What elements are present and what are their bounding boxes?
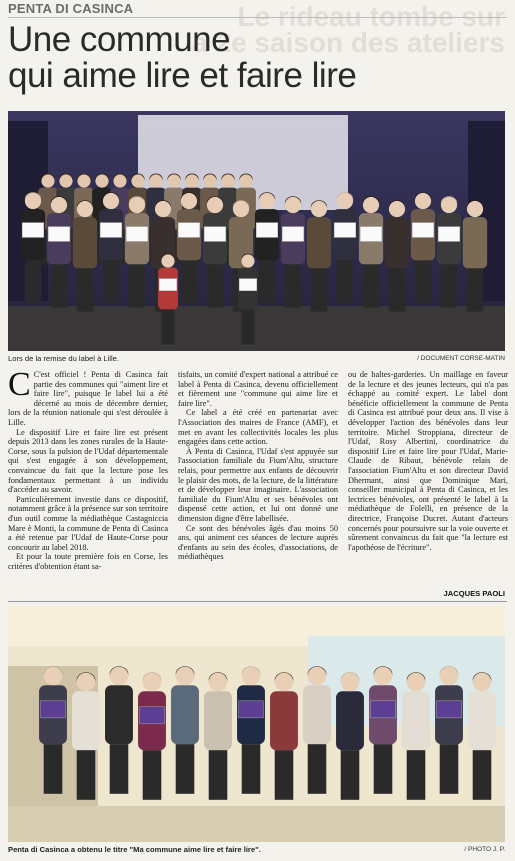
paragraph: Et pour la toute première fois en Corse, les critères d'obtention étant sa- [8,552,168,571]
label-certificate [140,707,165,724]
label-certificate [438,227,460,242]
label-certificate [282,227,304,242]
drop-cap: C [8,366,31,403]
paragraph: Particulièrement investie dans ce dispositif, notamment grâce à la présence sur son territoire d'un outil comme la médiathèque Castagniccia Mare è Monti, la commune de Penta di Casinca a été retenue par l'Udaf de Haute-Corse pour concourir au label 2018. [8,494,168,552]
paragraph: ou de haltes-garderies. Un maillage en faveur de la lecture et des jeunes lecteurs, qui n'a pas échappé au comité expert. Le label dont bénéficie officiellement la commune de Penta di Casinca est attribué pour deux ans. Il vise à développer l'action des bénévoles dans leur territoire. Michel Stroppiana, directeur de l'Udaf, Rosy Albertini, coordinatrice du dispositif Lire et faire lire pour l'Udaf, Marie-Claude de Ribaut, bénévole relais de l'association Fium'Altu et son directeur David Dhermant, ainsi que Dominique Mari, conseiller municipal à Penta di Casinca, et les lectrices bénévoles, ont présenté le label à la médiathèque de Folelli, en présence de la directrice, Françoise Ducret. Autant d'acteurs concernés pour poursuivre sur la voie ouverte et sûrement convaincus du fait que "la lecture est l'apothéose de l'écriture". [348,370,508,552]
label-certificate [239,701,264,718]
label-certificate [334,223,356,238]
article-headline [8,22,508,94]
photo2-caption: Penta di Casinca a obtenu le titre "Ma commune aime lire et faire lire". [8,845,261,854]
award-ceremony-illustration [8,111,505,351]
paragraph: Ce label a été créé en partenariat avec l'Association des maires de France (AMF), et met en avant les collectivités locales les plus engagées dans cette action. [178,408,338,447]
label-certificate [256,223,278,238]
headline-line-2: qui aime lire et faire lire [8,56,357,95]
paragraph: À Penta di Casinca, l'Udaf s'est appuyée sur l'association familiale du Fium'Altu, structure relais, pour permettre aux enfants de découvrir le plaisir des mots, de la lecture, de la littérature et de développer leur imaginaire. L'association familiale du Fium'Altu et ses bénévoles ont dispensé cette action, et lui ont donné une dimension digne d'être labellisée. [178,446,338,523]
paragraph-text: C'est officiel ! Penta di Casinca fait partie des communes qui "aiment lire et faire lire", puisque le label lui a été décerné au mois de décembre dernier, lors de la réunion nationale qui s'est déroulée à Lille. [8,370,168,427]
label-certificate [22,223,44,238]
mediatheque-illustration [8,606,505,842]
label-certificate [41,701,66,718]
label-certificate [412,223,434,238]
photo1-credit: / DOCUMENT CORSE-MATIN [417,355,505,362]
headline-line-1: Une commune [8,20,231,59]
award-ceremony-photo [8,111,505,351]
label-certificate [126,227,148,242]
article-column-3 [348,370,508,552]
paragraph: tisfaits, un comité d'expert national a attribué ce label à Penta di Casinca, devenu officiellement et fièrement une "commune qui aime lire et faire lire". [178,370,338,408]
author-signature: JACQUES PAOLI [443,589,505,598]
article-column-1 [8,366,168,571]
article-body [8,366,508,598]
mid-divider [8,601,507,602]
label-certificate [178,223,200,238]
label-certificate [437,701,462,718]
label-certificate [159,279,177,291]
article-column-2 [178,370,338,562]
label-certificate [48,227,70,242]
mediatheque-group-photo [8,606,505,842]
photo1-caption: Lors de la remise du label à Lille. [8,354,120,363]
bleed-through-headline: Le rideau tombe sur la 2e saison des ateliers [184,1,505,58]
paragraph: Le dispositif Lire et faire lire est présent depuis 2013 dans les zones rurales de la Haute-Corse, sous la pulsion de l'Udaf départementale qui s'est engagée à son développement, convaincue du fait que la lecture pose les fondamentaux permettant à un individu d'accéder au savoir. [8,427,168,495]
label-certificate [371,701,396,718]
label-certificate [239,279,257,291]
label-certificate [204,227,226,242]
section-kicker: PENTA DI CASINCA [8,1,134,16]
paragraph: Ce sont des bénévoles âgés d'au moins 50 ans, qui animent ces séances de lecture auprès d'enfants au sein des écoles, d'associations, de médiathèques [178,523,338,562]
top-divider [8,17,507,18]
paragraph [8,366,168,428]
label-certificate [100,223,122,238]
label-certificate [360,227,382,242]
photo2-credit: / PHOTO J. P. [464,846,505,853]
